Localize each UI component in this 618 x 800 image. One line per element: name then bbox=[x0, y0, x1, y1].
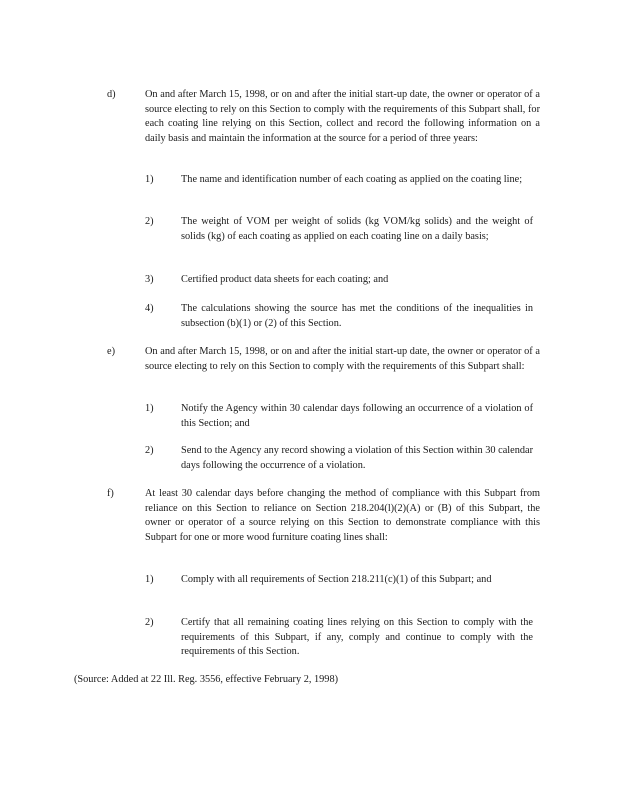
subsection-e-label: e) bbox=[107, 346, 115, 357]
item-text: The calculations showing the source has met the conditions of the inequalities in subsection (b)(1) or (2) of this Section. bbox=[181, 303, 533, 329]
item-label: 4) bbox=[145, 303, 154, 314]
item-label: 1) bbox=[145, 174, 154, 185]
item-label: 2) bbox=[145, 445, 154, 456]
subsection-d-text: On and after March 15, 1998, or on and after the initial start-up date, the owner or operator of a source electing to rely on this Section to comply with the requirements of this Subpart shall, for each coating line relying on this Section, collect and record the following information on a daily basis and maintain the information at the source for a period of three years: bbox=[145, 89, 540, 144]
item-text: The name and identification number of each coating as applied on the coating line; bbox=[181, 174, 523, 185]
item-label: 1) bbox=[145, 403, 154, 414]
item-label: 2) bbox=[145, 617, 154, 628]
item-label: 3) bbox=[145, 274, 154, 285]
item-text: Certify that all remaining coating lines relying on this Section to comply with the requirements of this Subpart, if any, comply and continue to comply with the requirements of this Section. bbox=[181, 617, 533, 658]
item-text: Notify the Agency within 30 calendar days following an occurrence of a violation of this Section; and bbox=[181, 403, 533, 429]
source-note: (Source: Added at 22 Ill. Reg. 3556, effective February 2, 1998) bbox=[74, 674, 339, 685]
item-text: Comply with all requirements of Section 218.211(c)(1) of this Subpart; and bbox=[181, 574, 492, 585]
subsection-d-label: d) bbox=[107, 89, 116, 100]
item-text: Send to the Agency any record showing a violation of this Section within 30 calendar days following the occurrence of a violation. bbox=[181, 445, 533, 471]
item-label: 1) bbox=[145, 574, 154, 585]
item-text: Certified product data sheets for each coating; and bbox=[181, 274, 389, 285]
subsection-f-label: f) bbox=[107, 488, 114, 499]
item-label: 2) bbox=[145, 216, 154, 227]
subsection-f-text: At least 30 calendar days before changing the method of compliance with this Subpart from reliance on this Section to reliance on Section 218.204(l)(2)(A) or (B) of this Subpart, the owner or operator of a source relying on this Section to demonstrate compliance with this Subpart for one or more wood furniture coating lines shall: bbox=[145, 488, 540, 543]
subsection-e-text: On and after March 15, 1998, or on and after the initial start-up date, the owner or operator of a source electing to rely on this Section to comply with the requirements of this Subpart shall: bbox=[145, 346, 540, 372]
item-text: The weight of VOM per weight of solids (kg VOM/kg solids) and the weight of solids (kg) of each coating as applied on each coating line on a daily basis; bbox=[181, 216, 533, 242]
